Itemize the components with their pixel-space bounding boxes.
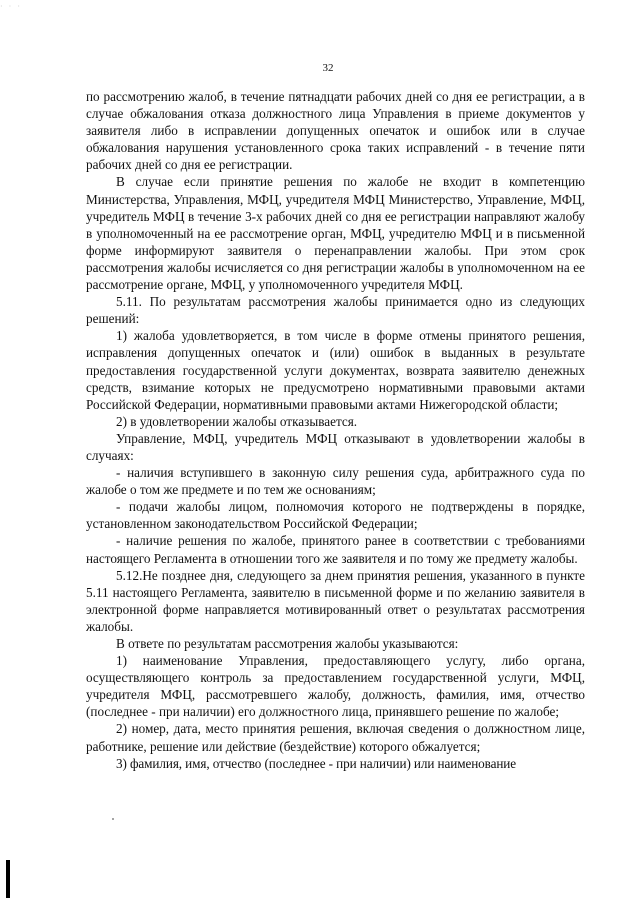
paragraph-refusal-cases: Управление, МФЦ, учредитель МФЦ отказывают в удовлетворении жалобы в случаях: (86, 430, 585, 463)
paragraph-decision-2: 2) в удовлетворении жалобы отказывается. (116, 413, 358, 429)
paragraph-refusal-court: - наличия вступившего в законную силу решения суда, арбитражного суда по жалобе о том же предмете и по тем же основаниям; (86, 465, 585, 498)
page-number: 32 (322, 62, 334, 74)
paragraph-decision-1: 1) жалоба удовлетворяется, в том числе в форме отмены принятого решения, исправления допущенных опечаток и (или) ошибок в выданных в результате предоставления государственной услуги документах, возврата заявителю денежных средств, взимание которых не предусмотрено нормативными правовыми актами Российской Федерации, нормативными правовыми актами Нижегородской области; (86, 328, 585, 412)
scan-edge-mark (6, 860, 10, 898)
document-body (86, 88, 585, 772)
paragraph-redirect-complaint: В случае если принятие решения по жалобе не входит в компетенцию Министерства, Управления, МФЦ, учредителя МФЦ Министерство, Управление, МФЦ, учредитель МФЦ в течение 3-х рабочих дней со дня ее регистрации направляют жалобу в уполномоченный на ее рассмотрение орган, МФЦ, учредителю МФЦ и в письменной форме информируют заявителя о перенаправлении жалобы. При этом срок рассмотрения жалобы исчисляется со дня регистрации жалобы в уполномоченном на ее рассмотрение органе, МФЦ, у уполномоченного учредителя МФЦ. (86, 174, 585, 293)
scan-corner-mark: · · · (0, 2, 22, 11)
paragraph-answer-item-1: 1) наименование Управления, предоставляющего услугу, либо органа, осуществляющего контроль за предоставлением государственной услуги, МФЦ, учредителя МФЦ, рассмотревшего жалобу, должность, фамилия, имя, отчество (последнее - при наличии) его должностного лица, принявшего решение по жалобе; (86, 653, 585, 720)
scan-speck (112, 818, 114, 820)
paragraph-refusal-authority: - подачи жалобы лицом, полномочия которого не подтверждены в порядке, установленном законодательством Российской Федерации; (86, 499, 585, 532)
paragraph-answer-contents: В ответе по результатам рассмотрения жалобы указываются: (116, 636, 459, 651)
paragraph-answer-item-3: 3) фамилия, имя, отчество (последнее - при наличии) или наименование (116, 755, 517, 771)
paragraph-refusal-prior-decision: - наличие решения по жалобе, принятого ранее в соответствии с требованиями настоящего Регламента в отношении того же заявителя и по тому же предмету жалобы. (86, 533, 585, 566)
paragraph-continuation: по рассмотрению жалоб, в течение пятнадцати рабочих дней со дня ее регистрации, а в случае обжалования отказа должностного лица Управления в приеме документов у заявителя либо в исправлении допущенных опечаток и ошибок или в случае обжалования нарушения установленного срока таких исправлений - в течение пяти рабочих дней со дня ее регистрации. (86, 89, 585, 173)
paragraph-5-11: 5.11. По результатам рассмотрения жалобы принимается одно из следующих решений: (86, 294, 585, 327)
paragraph-5-12: 5.12.Не позднее дня, следующего за днем принятия решения, указанного в пункте 5.11 настоящего Регламента, заявителю в письменной форме и по желанию заявителя в электронной форме направляется мотивированный ответ о результатах рассмотрения жалобы. (86, 567, 585, 634)
paragraph-answer-item-2: 2) номер, дата, место принятия решения, включая сведения о должностном лице, работнике, решение или действие (бездействие) которого обжалуется; (86, 721, 585, 754)
